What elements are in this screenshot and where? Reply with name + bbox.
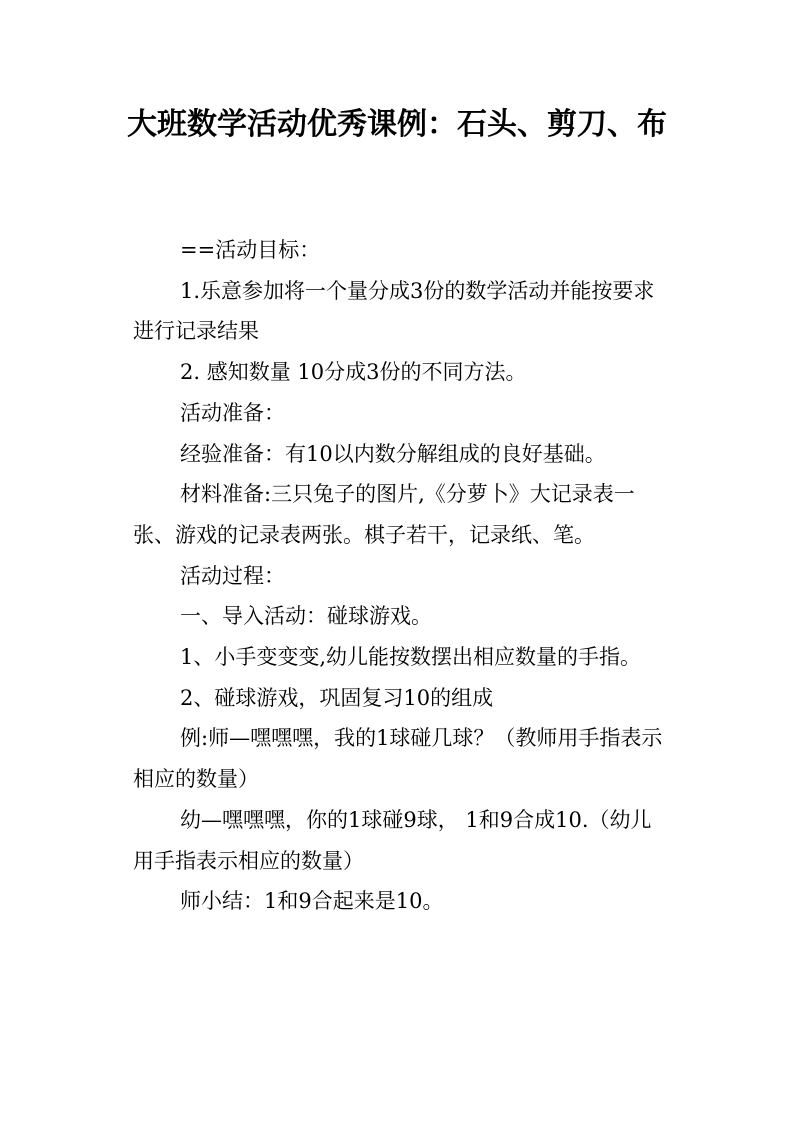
paragraph-goal-2: 2. 感知数量 10分成3份的不同方法。	[180, 360, 527, 385]
paragraph-example-child: 幼—嘿嘿嘿，你的1球碰9球， 1和9合成10.（幼儿用手指表示相应的数量）	[133, 807, 652, 873]
paragraph-step-1: 1、小手变变变,幼儿能按数摆出相应数量的手指。	[180, 645, 642, 670]
paragraph-goal-1: 1.乐意参加将一个量分成3份的数学活动并能按要求进行记录结果	[133, 278, 655, 344]
paragraph-teacher-summary: 师小结：1和9合起来是10。	[180, 889, 444, 914]
paragraph-intro-activity: 一、导入活动：碰球游戏。	[180, 604, 432, 629]
paragraph-preparation-heading: 活动准备：	[180, 400, 285, 425]
paragraph-example-teacher: 例:师—嘿嘿嘿，我的1球碰几球？（教师用手指表示相应的数量）	[133, 726, 663, 792]
paragraph-activity-goals-heading: ==活动目标：	[180, 238, 321, 262]
document-title: 大班数学活动优秀课例：石头、剪刀、布	[127, 107, 667, 142]
paragraph-experience-preparation: 经验准备：有10以内数分解组成的良好基础。	[180, 441, 606, 466]
paragraph-step-2: 2、碰球游戏，巩固复习10的组成	[180, 685, 494, 710]
paragraph-material-preparation: 材料准备:三只兔子的图片,《分萝卜》大记录表一张、游戏的记录表两张。棋子若干，记录纸、笔。	[133, 482, 635, 547]
paragraph-process-heading: 活动过程：	[180, 563, 285, 588]
document-body	[133, 230, 663, 922]
